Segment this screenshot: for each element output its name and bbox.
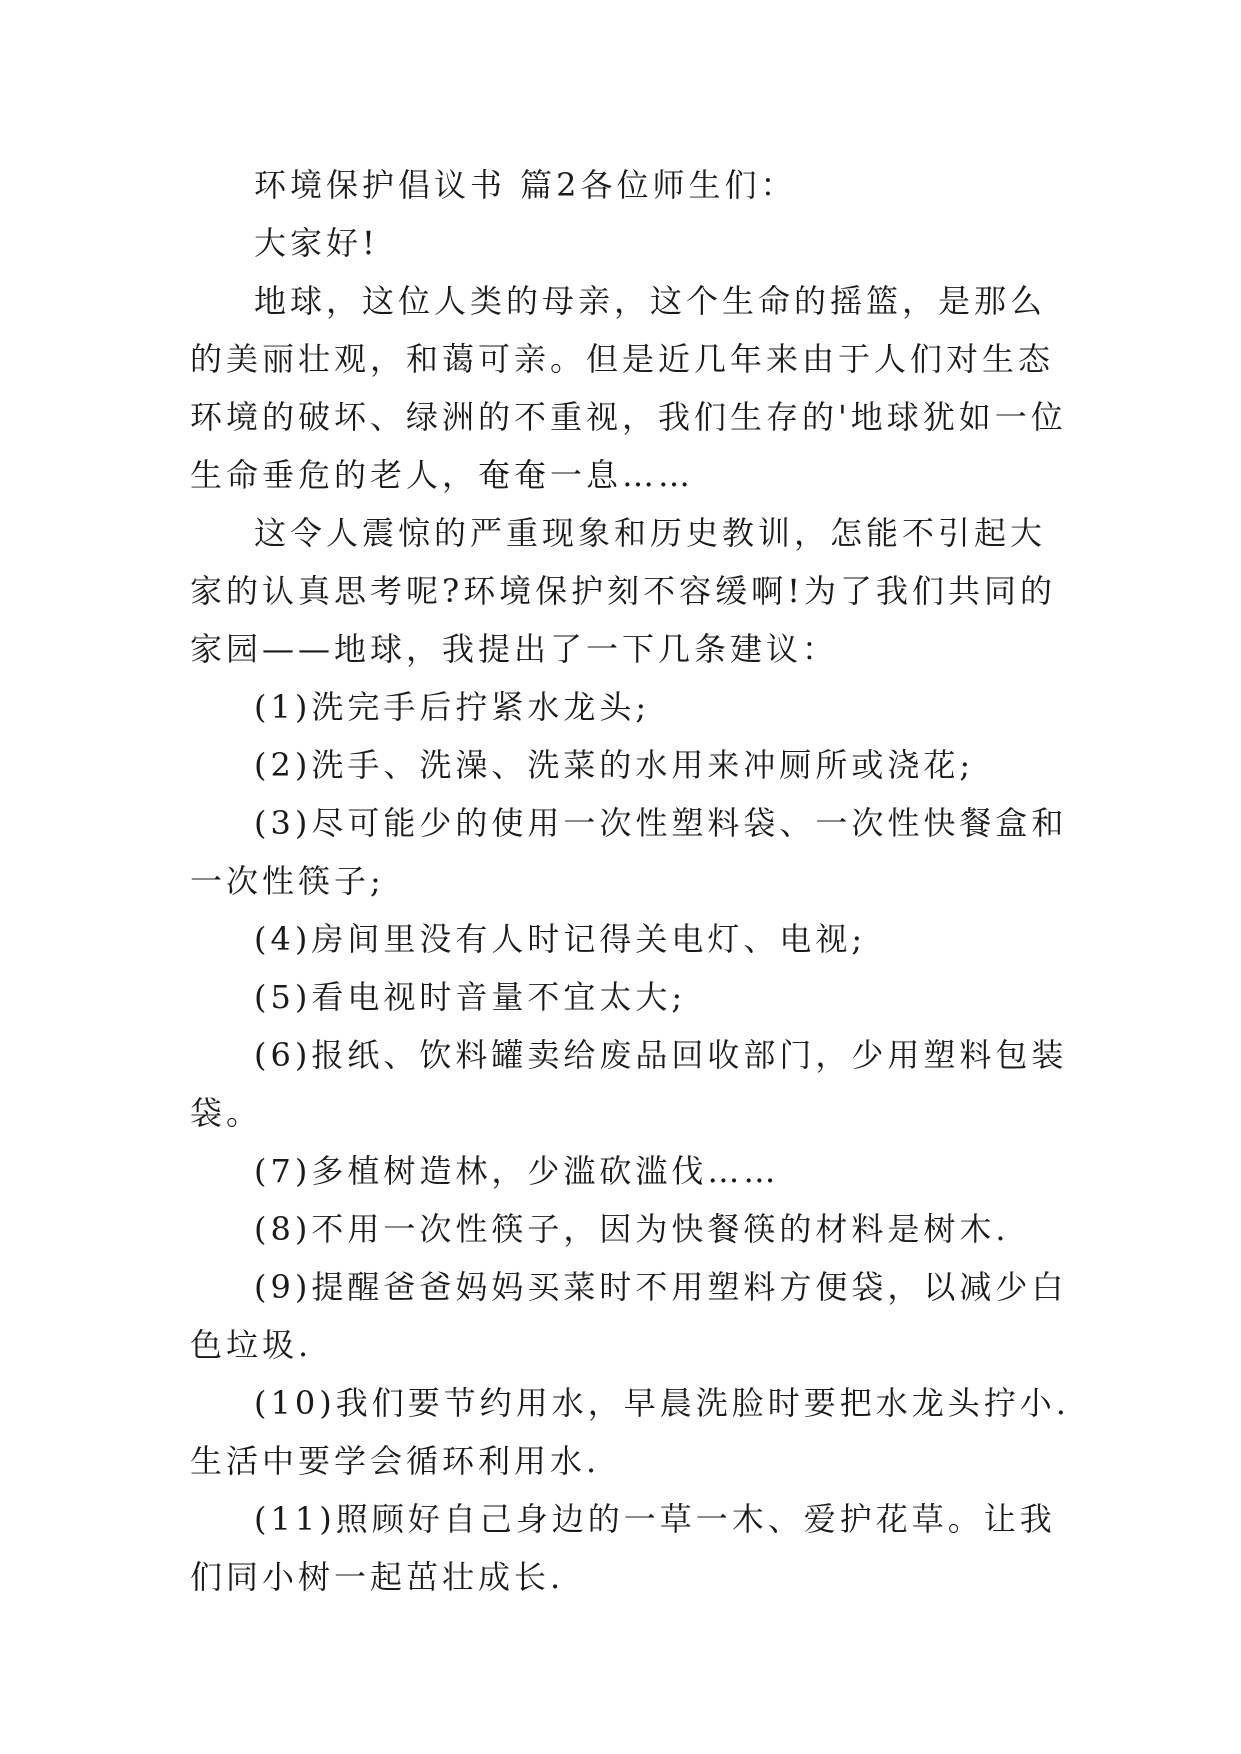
list-item: (4)房间里没有人时记得关电灯、电视; — [254, 920, 867, 958]
list-item: (7)多植树造林，少滥砍滥伐…… — [254, 1152, 780, 1190]
list-item: (8)不用一次性筷子，因为快餐筷的材料是树木. — [254, 1210, 1010, 1248]
paragraph-suggestions-intro: 这令人震惊的严重现象和历史教训，怎能不引起大家的认真思考呢?环境保护刻不容缓啊!为了我们共同的家园——地球，我提出了一下几条建议： — [190, 514, 1057, 668]
list-item: (1)洗完手后拧紧水龙头; — [254, 688, 651, 726]
list-item: (11)照顾好自己身边的一草一木、爱护花草。让我们同小树一起茁壮成长. — [190, 1500, 1056, 1596]
list-item: (10)我们要节约用水，早晨洗脸时要把水龙头拧小.生活中要学会循环利用水. — [190, 1384, 1070, 1480]
paragraph-title: 环境保护倡议书 篇2各位师生们： — [254, 166, 797, 204]
document-body — [190, 156, 1070, 1606]
paragraph-earth: 地球，这位人类的母亲，这个生命的摇篮，是那么的美丽壮观，和蔼可亲。但是近几年来由于人们对生态环境的破坏、绿洲的不重视，我们生存的'地球犹如一位生命垂危的老人，奄奄一息…… — [190, 282, 1067, 494]
paragraph-greeting: 大家好! — [254, 224, 379, 262]
list-item: (2)洗手、洗澡、洗菜的水用来冲厕所或浇花; — [254, 746, 975, 784]
list-item: (9)提醒爸爸妈妈买菜时不用塑料方便袋，以减少白色垃圾. — [190, 1268, 1068, 1364]
list-item: (3)尽可能少的使用一次性塑料袋、一次性快餐盒和一次性筷子; — [190, 804, 1068, 900]
list-item: (5)看电视时音量不宜太大; — [254, 978, 687, 1016]
list-item: (6)报纸、饮料罐卖给废品回收部门，少用塑料包装袋。 — [190, 1036, 1068, 1132]
